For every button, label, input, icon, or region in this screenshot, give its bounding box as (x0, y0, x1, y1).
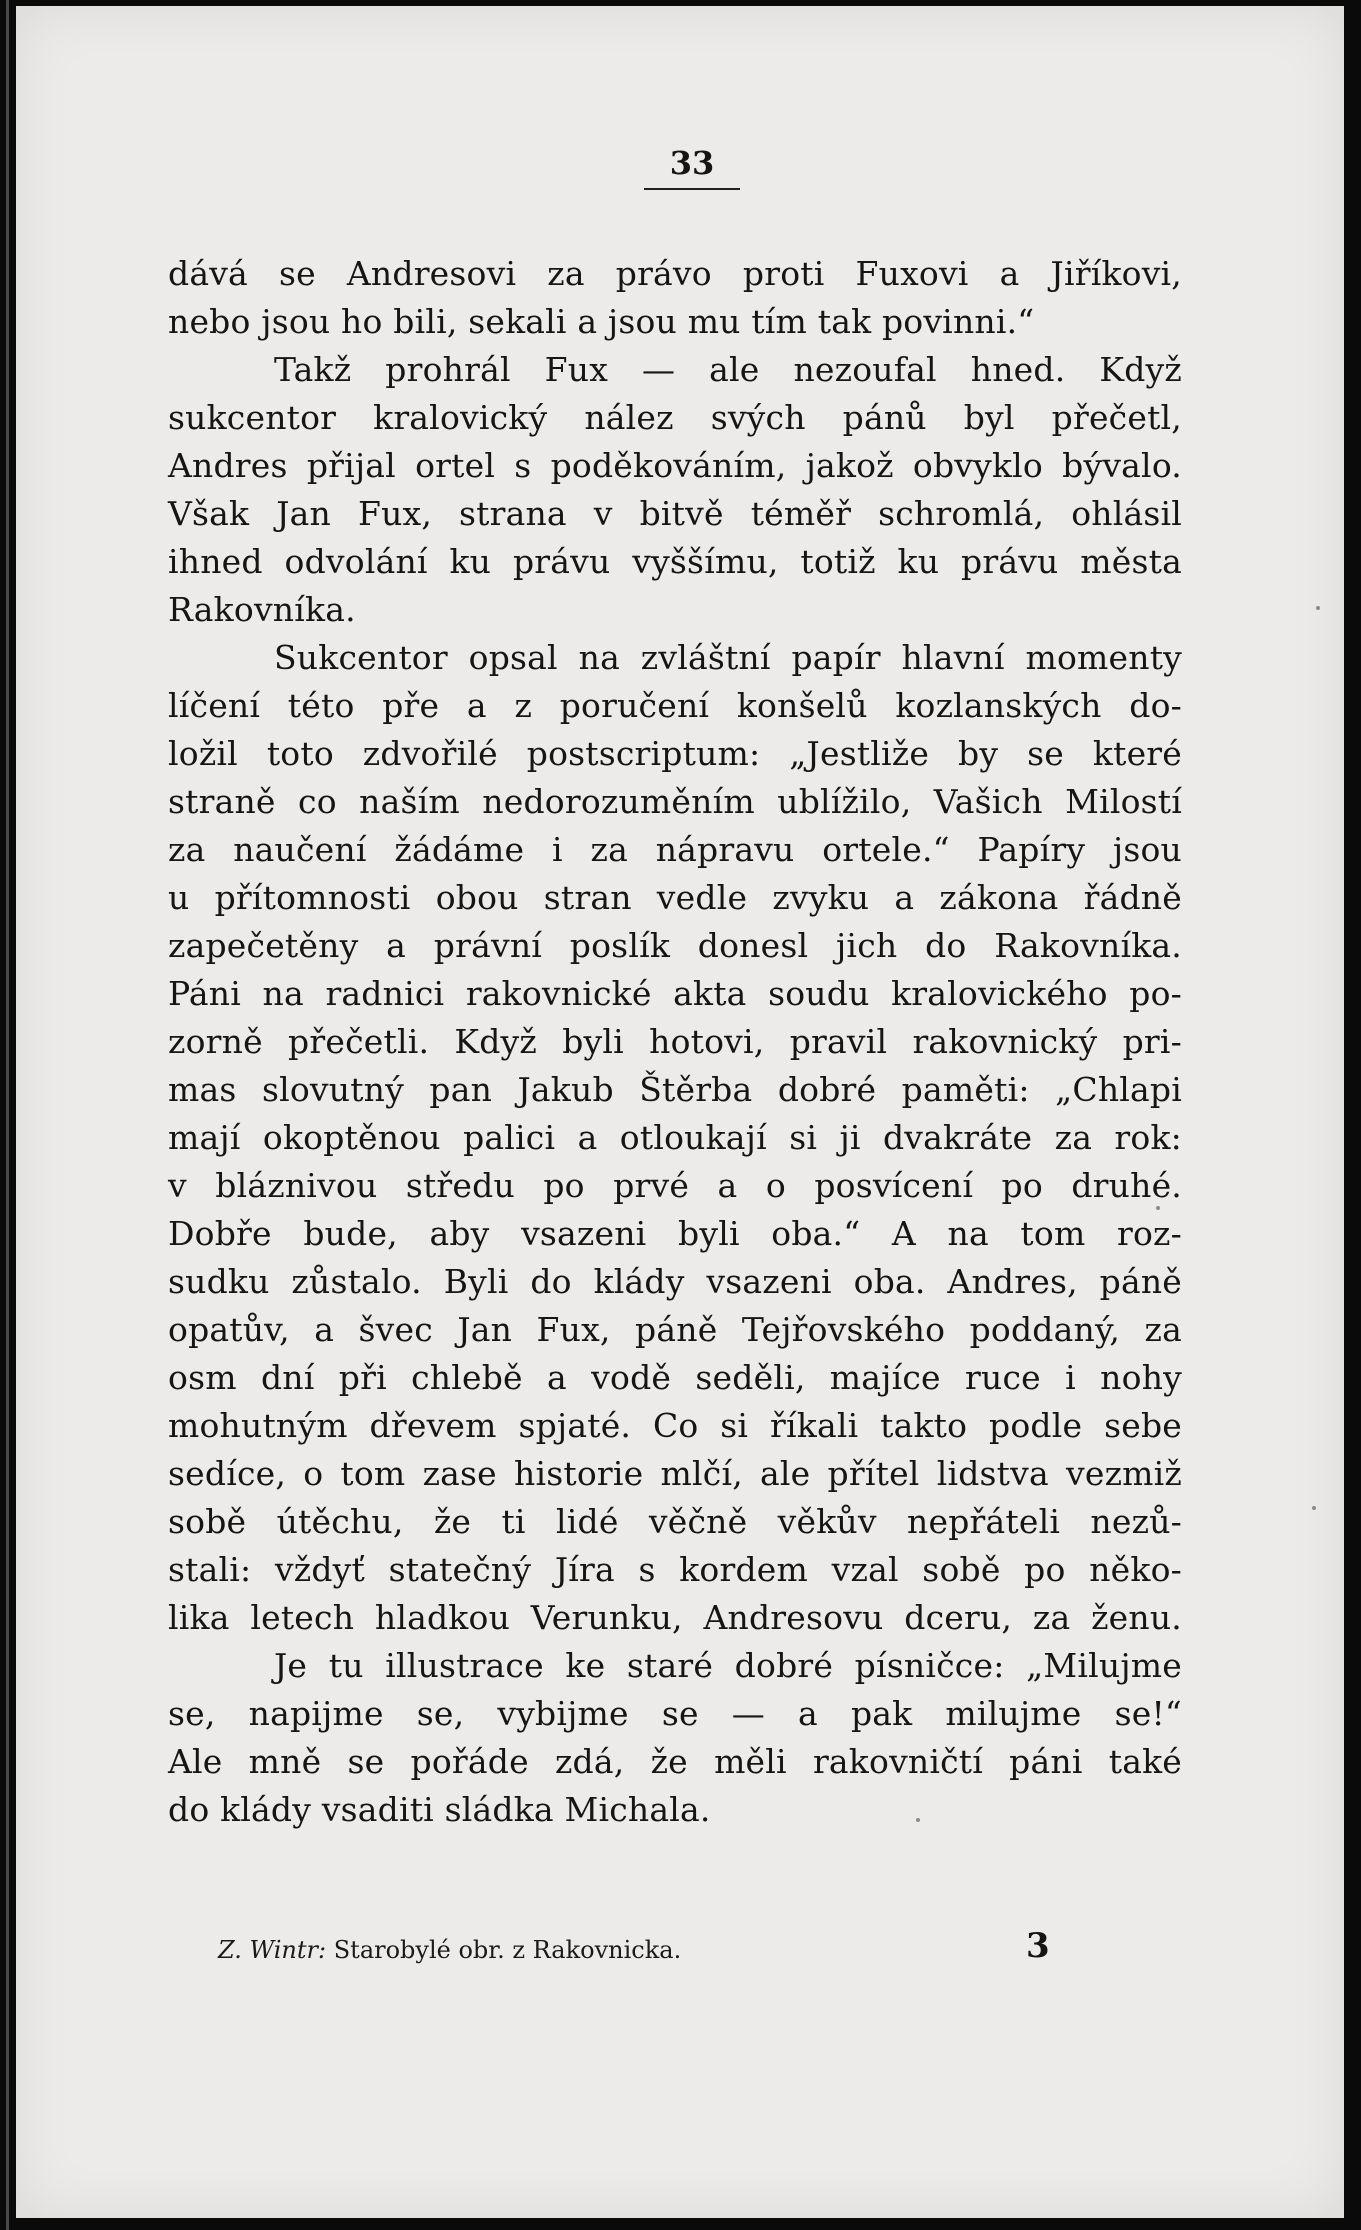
body-text (168, 250, 1182, 1834)
text-line: mas slovutný pan Jakub Štěrba dobré paměti: „Chlapi (168, 1070, 1182, 1109)
text-line: dává se Andresovi za právo proti Fuxovi a Jiříkovi, (168, 254, 1182, 293)
text-line: Sukcentor opsal na zvláštní papír hlavní momenty (274, 638, 1182, 677)
text-line: v bláznivou středu po prvé a o posvícení po druhé. (168, 1166, 1182, 1205)
text-line: Rakovníka. (168, 590, 356, 629)
text-line: mají okoptěnou palici a otloukají si ji dvakráte za rok: (168, 1118, 1182, 1157)
text-line: mohutným dřevem spjaté. Co si říkali takto podle sebe (168, 1406, 1182, 1445)
paper-speck (916, 1818, 920, 1822)
book-page (16, 6, 1344, 2218)
text-line: do klády vsaditi sládka Michala. (168, 1790, 711, 1829)
paper-speck (1312, 1506, 1316, 1510)
scan-edge (6, 0, 9, 2230)
paper-speck (1316, 606, 1320, 610)
text-line: se, napijme se, vybijme se — a pak milujme se!“ (168, 1694, 1182, 1733)
text-line: ihned odvolání ku právu vyššímu, totiž ku právu města (168, 542, 1182, 581)
text-line: Andres přijal ortel s poděkováním, jakož obvyklo bývalo. (168, 446, 1182, 485)
text-line: sudku zůstalo. Byli do klády vsazeni oba. Andres, páně (168, 1262, 1182, 1301)
page-footer (218, 1936, 1118, 1964)
text-line: líčení této pře a z poručení konšelů kozlanských do- (168, 686, 1182, 725)
text-line: Dobře bude, aby vsazeni byli oba.“ A na tom roz- (168, 1214, 1182, 1253)
text-line: nebo jsou ho bili, sekali a jsou mu tím tak povinni.“ (168, 302, 1035, 341)
text-line: Však Jan Fux, strana v bitvě téměř schromlá, ohlásil (168, 494, 1182, 533)
text-line: Je tu illustrace ke staré dobré písničce: „Milujme (274, 1646, 1182, 1685)
text-line: zapečetěny a právní poslík donesl jich do Rakovníka. (168, 926, 1182, 965)
text-line: ložil toto zdvořilé postscriptum: „Jestliže by se které (168, 734, 1182, 773)
signature-mark: 3 (1026, 1926, 1050, 1966)
footer-author: Z. Wintr: (218, 1936, 327, 1964)
footer-title: Starobylé obr. z Rakovnicka. (333, 1936, 682, 1964)
text-line: sedíce, o tom zase historie mlčí, ale přítel lidstva vezmiž (168, 1454, 1182, 1493)
page-number: 33 (644, 144, 740, 190)
paper-speck (1156, 1206, 1160, 1210)
text-line: osm dní při chlebě a vodě seděli, majíce ruce i nohy (168, 1358, 1182, 1397)
text-line: straně co naším nedorozuměním ublížilo, Vašich Milostí (168, 782, 1182, 821)
text-line: opatův, a švec Jan Fux, páně Tejřovského poddaný, za (168, 1310, 1182, 1349)
text-line: lika letech hladkou Verunku, Andresovu dceru, za ženu. (168, 1598, 1182, 1637)
text-line: Páni na radnici rakovnické akta soudu kralovického po- (168, 974, 1182, 1013)
text-line: sobě útěchu, že ti lidé věčně věkův nepřáteli nezů- (168, 1502, 1182, 1541)
text-line: Ale mně se pořáde zdá, že měli rakovničtí páni také (168, 1742, 1182, 1781)
text-line: Takž prohrál Fux — ale nezoufal hned. Když (274, 350, 1182, 389)
text-line: za naučení žádáme i za nápravu ortele.“ Papíry jsou (168, 830, 1182, 869)
text-line: zorně přečetli. Když byli hotovi, pravil rakovnický pri- (168, 1022, 1182, 1061)
text-line: stali: vždyť statečný Jíra s kordem vzal sobě po něko- (168, 1550, 1182, 1589)
text-line: sukcentor kralovický nález svých pánů byl přečetl, (168, 398, 1182, 437)
text-line: u přítomnosti obou stran vedle zvyku a zákona řádně (168, 878, 1182, 917)
